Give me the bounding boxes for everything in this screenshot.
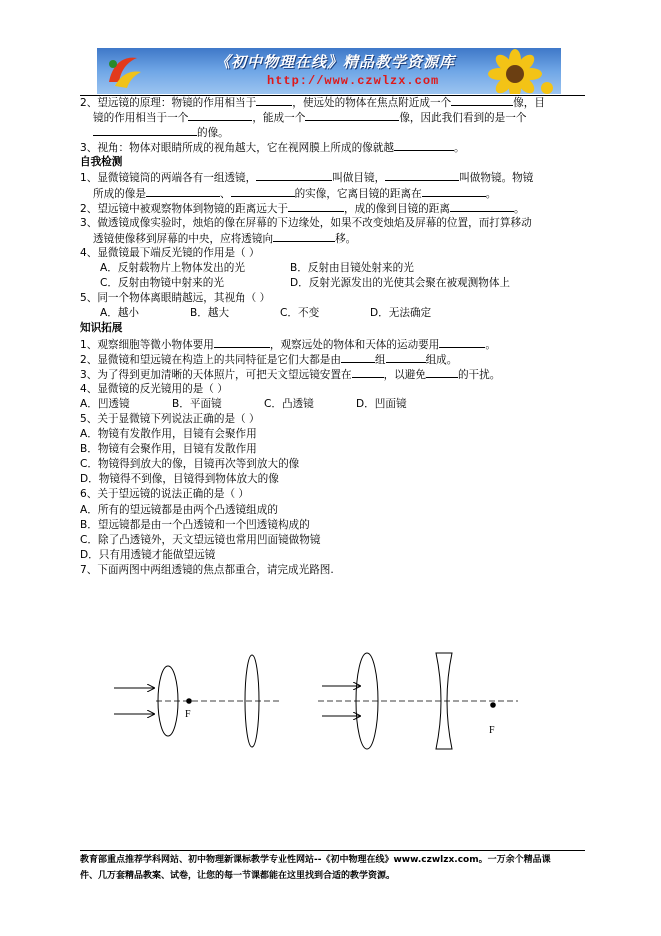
e5-question: 5、关于显微镜下列说法正确的是（ ） <box>80 412 260 425</box>
e1-line: 1、观察细胞等微小物体要用 ，观察远处的物体和天体的运动要用 。 <box>80 338 496 351</box>
option-a: A．越小 <box>100 307 140 320</box>
footer-rule <box>80 850 585 851</box>
e4-question: 4、显微镜的反光镜用的是（ ） <box>80 382 228 395</box>
option-d: D．无法确定 <box>370 307 432 320</box>
q2-line1: 2、望远镜的原理：物镜的作用相当于 ，使远处的物体在焦点附近成一个 像，目 <box>80 97 545 109</box>
e2-line: 2、显微镜和望远镜在构造上的共同特征是它们大都是由 组 组成。 <box>80 353 458 366</box>
worksheet-body <box>80 95 590 578</box>
e7-question: 7、下面两图中两组透镜的焦点都重合，请完成光路图. <box>80 563 334 576</box>
option-b: B．望远镜都是由一个凸透镜和一个凹透镜构成的 <box>80 518 310 531</box>
blank <box>273 231 335 242</box>
option-c: C．物镜得到放大的像，目镜再次等到放大的像 <box>80 458 300 471</box>
option-a: A．物镜有发散作用，目镜有会聚作用 <box>80 428 257 441</box>
blank <box>146 186 220 197</box>
option-b: B．平面镜 <box>172 397 222 410</box>
blank <box>256 95 292 106</box>
option-a: A．反射载物片上物体发出的光 <box>100 262 245 275</box>
e6-question: 6、关于望远镜的说法正确的是（ ） <box>80 488 250 501</box>
blank <box>426 367 458 378</box>
section-extension: 知识拓展 <box>80 322 123 335</box>
option-d: D．只有用透镜才能做望远镜 <box>80 548 216 561</box>
s1-line1: 1、显微镜镜筒的两端各有一组透镜， 叫做目镜， 叫做物镜。物镜 <box>80 172 534 185</box>
option-b: B．反射由目镜处射来的光 <box>290 262 414 275</box>
blank <box>451 95 513 106</box>
blank <box>188 110 252 121</box>
blank <box>214 337 270 348</box>
footer-line-2: 件、几万套精品教案、试卷，让您的每一节课都能在这里找到合适的教学资源。 <box>80 871 396 881</box>
blank <box>231 186 295 197</box>
option-c: C．不变 <box>280 307 320 320</box>
diagram-convex-convex <box>114 655 282 747</box>
q2-line3: 的像。 <box>80 125 590 140</box>
option-a: A．凹透镜 <box>80 397 130 410</box>
section-self-test: 自我检测 <box>80 156 123 169</box>
option-d: D．凹面镜 <box>356 397 407 410</box>
diagram-convex-concave <box>318 653 518 749</box>
blank <box>439 337 485 348</box>
s4-question: 4、显微镜最下端反光镜的作用是（ ） <box>80 246 260 259</box>
option-d: D．反射光源发出的光使其会聚在被观测物体上 <box>290 277 511 290</box>
s3-line1: 3、做透镜成像实验时，烛焰的像在屏幕的下边缘处，如果不改变烛焰及屏幕的位置，而打算移动 <box>80 216 532 229</box>
header-banner <box>97 48 561 94</box>
s4-options-cd <box>80 276 590 291</box>
blank <box>93 125 197 136</box>
q3-line: 3、视角：物体对眼睛所成的视角越大，它在视网膜上所成的像就越 。 <box>80 142 465 155</box>
blank <box>341 352 375 363</box>
s3-line2: 透镜使像移到屏幕的中央，应将透镜向 移。 <box>93 232 357 245</box>
option-c: C．凸透镜 <box>264 397 314 410</box>
e3-line: 3、为了得到更加清晰的天体照片，可把天文望远镜安置在 ，以避免 的干扰。 <box>80 368 501 381</box>
blank <box>394 140 454 151</box>
s1-line2: 所成的像是 、 的实像，它离目镜的距离在 。 <box>93 187 497 200</box>
blank <box>450 201 514 212</box>
blank <box>386 352 426 363</box>
option-b: B．物镜有会聚作用，目镜有发散作用 <box>80 443 257 456</box>
q2-line2: 镜的作用相当于一个 ，能成一个 像，因此我们看到的是一个 <box>93 112 527 125</box>
lens-diagram <box>112 648 532 760</box>
focus-point <box>186 698 192 704</box>
option-c: C．反射由物镜中射来的光 <box>100 277 224 290</box>
blank <box>256 170 332 181</box>
blank <box>385 170 459 181</box>
s4-options-ab <box>80 261 590 276</box>
e4-options <box>80 397 590 412</box>
s5-options <box>80 306 590 321</box>
footer <box>80 852 590 884</box>
s2-line: 2、望远镜中被观察物体到物镜的距离远大于 ，成的像到目镜的距离 。 <box>80 202 525 215</box>
focus-label: F <box>185 709 191 720</box>
option-c: C．除了凸透镜外，天文望远镜也常用凹面镜做物镜 <box>80 533 321 546</box>
focus-point <box>490 702 496 708</box>
site-logo <box>103 52 145 90</box>
option-d: D．物镜得不到像，目镜得到物体放大的像 <box>80 473 279 486</box>
banner-url: http://www.czwlzx.com <box>267 74 440 88</box>
s5-question: 5、同一个物体离眼睛越远，其视角（ ） <box>80 292 271 305</box>
option-a: A．所有的望远镜都是由两个凸透镜组成的 <box>80 503 278 516</box>
banner-title: 《初中物理在线》精品教学资源库 <box>215 53 456 71</box>
sunflower-image <box>475 48 555 94</box>
blank <box>288 201 344 212</box>
focus-label: F <box>489 725 495 736</box>
blank <box>422 186 486 197</box>
blank <box>352 367 384 378</box>
blank <box>305 110 399 121</box>
option-b: B．越大 <box>190 307 230 320</box>
footer-line-1: 教育部重点推荐学科网站、初中物理新课标教学专业性网站--《初中物理在线》www.czwlzx.com。一万余个精品课 <box>80 855 551 865</box>
